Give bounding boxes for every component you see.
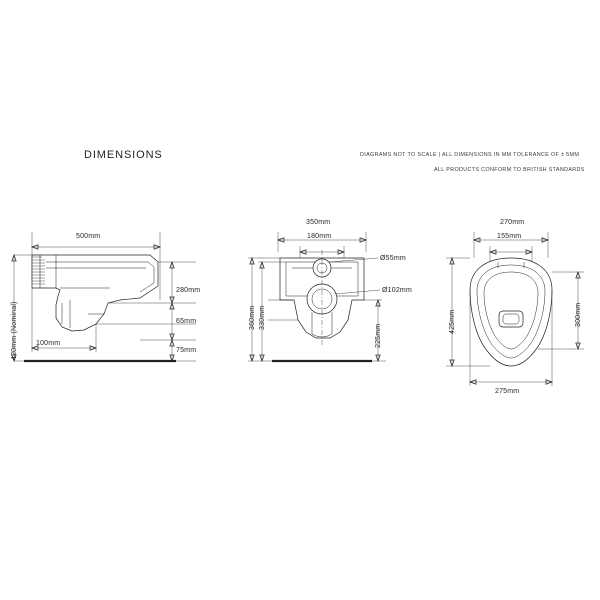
plan-small-hole-label: Ø55mm	[380, 255, 406, 262]
plan-overall-height-label: 360mm	[249, 305, 256, 330]
plan-lower-height-label: 225mm	[375, 323, 382, 348]
seat-overall-length-label: 425mm	[449, 309, 456, 334]
side-length-label: 500mm	[76, 233, 101, 240]
seat-inner-width-label: 155mm	[497, 233, 522, 240]
seat-inner-length-label: 300mm	[575, 302, 582, 327]
note-line-1: DIAGRAMS NOT TO SCALE | ALL DIMENSIONS IN MM TOLERANCE OF ± 5MM	[360, 152, 580, 158]
side-bowl-height-label: 280mm	[176, 287, 201, 294]
note-line-2: ALL PRODUCTS CONFORM TO BRITISH STANDARDS	[434, 167, 585, 173]
plan-large-hole-label: Ø102mm	[382, 287, 412, 294]
plan-overall-width-label: 350mm	[306, 219, 331, 226]
seat-overall-width-label: 270mm	[500, 219, 525, 226]
side-total-height-label: 420mm (Nominal)	[11, 301, 18, 360]
plan-inner-height-label: 330mm	[259, 305, 266, 330]
side-mid-height-label: 65mm	[176, 318, 197, 325]
side-back-depth-label: 100mm	[36, 340, 61, 347]
plan-inner-width-label: 180mm	[307, 233, 332, 240]
side-low-height-label: 75mm	[176, 347, 197, 354]
page-title: DIMENSIONS	[84, 149, 163, 161]
seat-bottom-width-label: 275mm	[495, 388, 520, 395]
